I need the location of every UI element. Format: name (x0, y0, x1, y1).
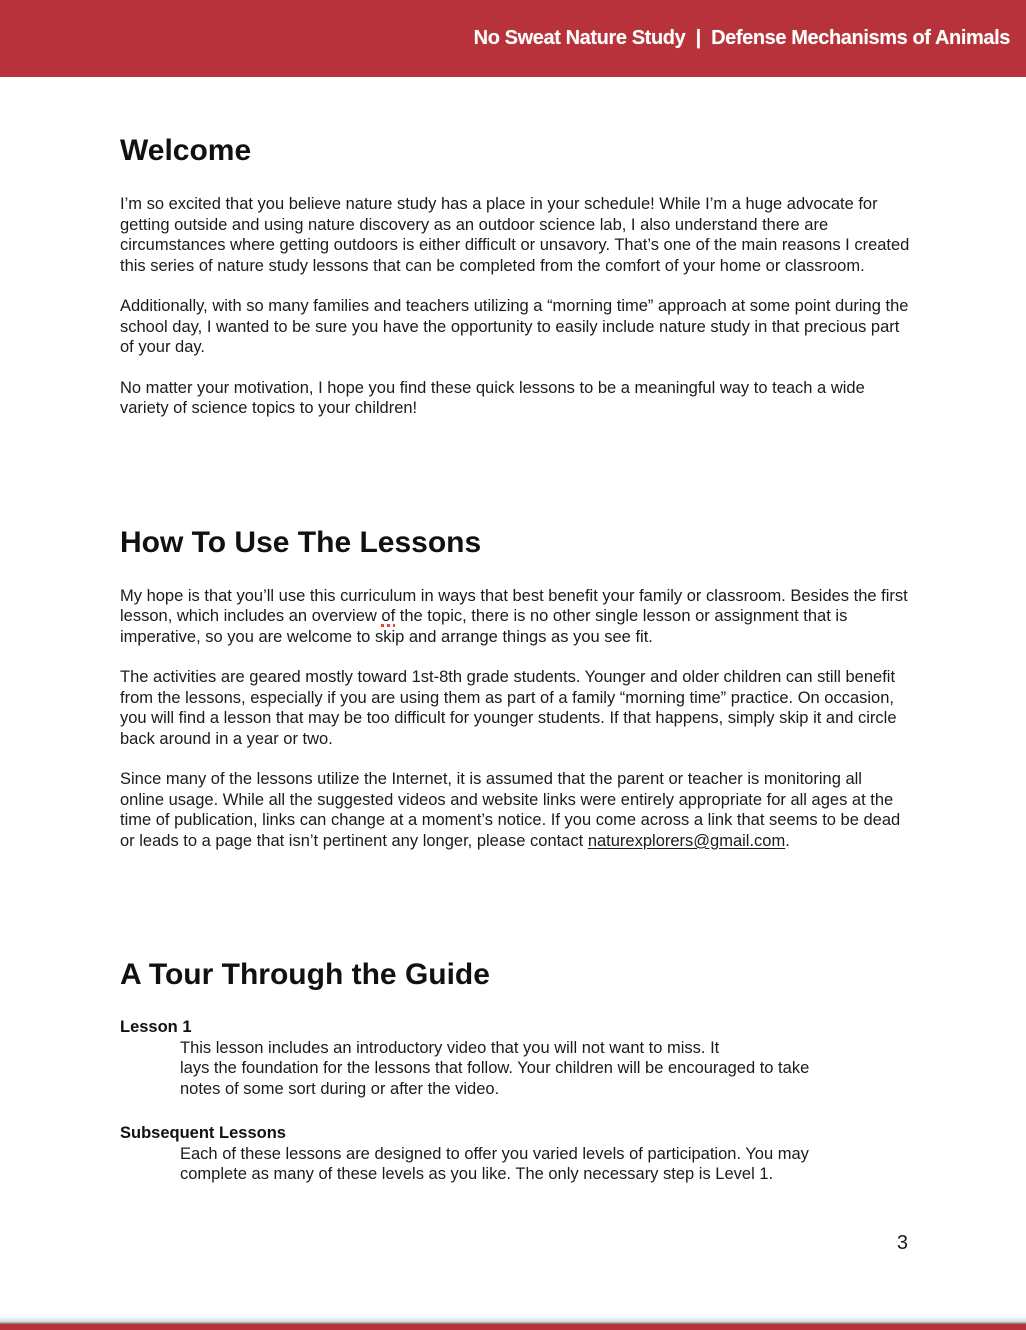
subheading-lesson-1: Lesson 1 (120, 1018, 192, 1036)
description-line: complete as many of these levels as you like. The only necessary step is Level 1. (180, 1165, 774, 1183)
description-line: notes of some sort during or after the video. (180, 1079, 500, 1098)
paragraph-text: . (785, 831, 790, 850)
section-tour-through-guide (120, 957, 910, 1185)
heading-welcome: Welcome (120, 134, 252, 167)
heading-tour-through-guide: A Tour Through the Guide (120, 958, 490, 991)
welcome-paragraph-3: No matter your motivation, I hope you find these quick lessons to be a meaningful way to teach a wide variety of science topics to your children! (120, 378, 865, 417)
subheading-subsequent-lessons: Subsequent Lessons (120, 1124, 286, 1142)
spellcheck-flagged-word: of (381, 607, 396, 625)
how-to-use-paragraph-1 (120, 586, 910, 648)
paragraph-text: Since many of the lessons utilize the Internet, it is assumed that the parent or teacher is monitoring all online usage. While all the suggested videos and website links were entirely appropriate for all ages at the time of publication, links can change at a moment’s notice. If you come across a link that seems to be dead or leads to a page that isn’t pertinent any longer, please contact (120, 770, 901, 850)
section-how-to-use (120, 525, 910, 852)
page-content (0, 77, 1026, 1185)
content-column (120, 133, 910, 1185)
description-line: Each of these lessons are designed to offer you varied levels of participation. You may (180, 1144, 809, 1163)
how-to-use-paragraph-2: The activities are geared mostly toward 1st-8th grade students. Younger and older children can still benefit from the lessons, especially if you are using them as part of a family “morning time” practice. On occasion, you will find a lesson that may be too difficult for younger students. If that happens, simply skip it and circle back around in a year or two. (120, 668, 897, 748)
description-line: This lesson includes an introductory video that you will not want to miss. It (180, 1038, 720, 1057)
welcome-paragraph-2: Additionally, with so many families and teachers utilizing a “morning time” approach at some point during the school day, I wanted to be sure you have the opportunity to easily include nature study in that precious part of your day. (120, 297, 909, 356)
how-to-use-paragraph-3 (120, 769, 910, 851)
paragraph-text: My hope is that you’ll use this curriculum in ways that best benefit your family or classroom. Besides the first lesson, which includes an overview (120, 586, 908, 625)
page-edge-shadow (0, 1316, 1026, 1324)
welcome-paragraph-1: I’m so excited that you believe nature study has a place in your schedule! While I’m a huge advocate for getting outside and using nature discovery as an outdoor science lab, I also understand there are circumstances where getting outdoors is either difficult or unsavory. That’s one of the main reasons I created this series of nature study lessons that can be completed from the comfort of your home or classroom. (120, 195, 910, 275)
subsequent-lessons-description (180, 1144, 910, 1185)
heading-how-to-use: How To Use The Lessons (120, 525, 482, 559)
header-title: No Sweat Nature Study | Defense Mechanisms of Animals (473, 27, 1010, 49)
section-welcome (120, 133, 910, 419)
next-page-header-strip (0, 1324, 1026, 1330)
email-link[interactable]: naturexplorers@gmail.com (587, 831, 786, 850)
page-number: 3 (896, 1232, 908, 1254)
description-line: lays the foundation for the lessons that follow. Your children will be encouraged to take (180, 1059, 810, 1077)
page-header-bar (0, 0, 1026, 77)
paragraph-text: the topic, there is no other single lesson or assignment that is imperative, so you are welcome to skip and arrange things as you see fit. (120, 607, 848, 646)
lesson-1-description (180, 1038, 910, 1100)
